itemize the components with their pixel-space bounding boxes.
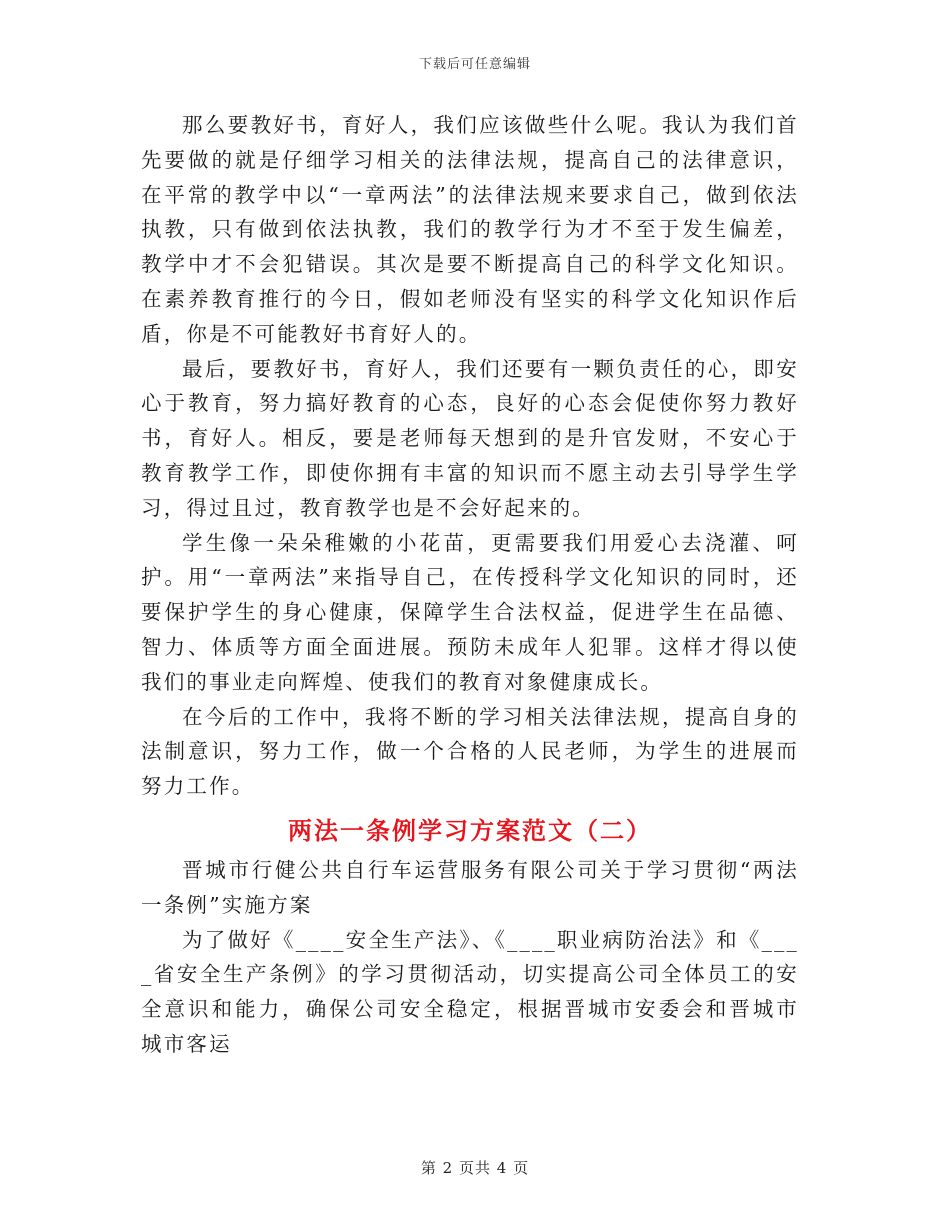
document-body (141, 108, 799, 1062)
paragraph: 那么要教好书，育好人，我们应该做些什么呢。我认为我们首先要做的就是仔细学习相关的法律法规，提高自己的法律意识，在平常的教学中以“一章两法”的法律法规来要求自己，做到依法执教，只有做到依法执教，我们的教学行为才不至于发生偏差，教学中才不会犯错误。其次是要不断提高自己的科学文化知识。在素养教育推行的今日，假如老师没有坚实的科学文化知识作后盾，你是不可能教好书育好人的。 (141, 113, 799, 346)
paragraph: 在今后的工作中，我将不断的学习相关法律法规，提高自身的法制意识，努力工作，做一个合格的人民老师，为学生的进展而努力工作。 (141, 704, 799, 799)
paragraph: 为了做好《____安全生产法》、《____职业病防治法》和《____省安全生产条例》的学习贯彻活动，切实提高公司全体员工的安全意识和能力，确保公司安全稳定，根据晋城市安委会和晋城市城市客运 (141, 927, 799, 1056)
paragraph: 晋城市行健公共自行车运营服务有限公司关于学习贯彻“两法一条例”实施方案 (141, 857, 799, 917)
page-header-note: 下载后可任意编辑 (418, 57, 531, 72)
page-number-footer: 第 2 页共 4 页 (420, 1159, 530, 1177)
section-title: 两法一条例学习方案范文（二） (288, 815, 652, 845)
paragraph: 学生像一朵朵稚嫩的小花苗，更需要我们用爱心去浇灌、呵护。用“一章两法”来指导自己，在传授科学文化知识的同时，还要保护学生的身心健康，保障学生合法权益，促进学生在品德、智力、体质等方面全面进展。预防未成年人犯罪。这样才得以使我们的事业走向辉煌、使我们的教育对象健康成长。 (141, 530, 799, 694)
paragraph: 最后，要教好书，育好人，我们还要有一颗负责任的心，即安心于教育，努力搞好教育的心态，良好的心态会促使你努力教好书，育好人。相反，要是老师每天想到的是升官发财，不安心于教育教学工作，即使你拥有丰富的知识而不愿主动去引导学生学习，得过且过，教育教学也是不会好起来的。 (141, 356, 799, 520)
